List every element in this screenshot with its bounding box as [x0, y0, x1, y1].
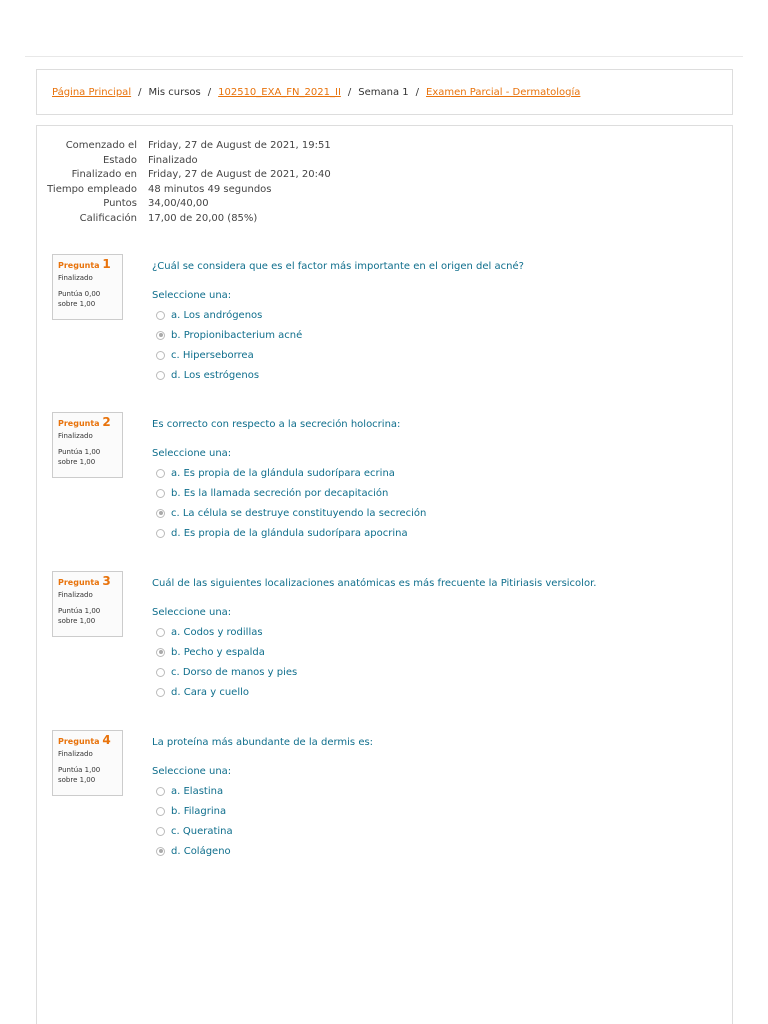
answer-label: d. Colágeno	[171, 845, 231, 857]
answer-option-d[interactable]	[156, 682, 297, 702]
question-info-box	[52, 254, 123, 320]
answer-label: d. Los estrógenos	[171, 369, 260, 381]
radio-button[interactable]	[156, 688, 165, 697]
radio-button-selected[interactable]	[156, 847, 165, 856]
breadcrumb-my-courses[interactable]: Mis cursos	[148, 86, 201, 98]
answer-option-a[interactable]	[156, 463, 426, 483]
answer-option-b[interactable]	[156, 801, 233, 821]
question-label: Pregunta	[58, 737, 100, 746]
question-mark: Puntúa 1,00 sobre 1,00	[58, 766, 101, 784]
question-mark: Puntúa 1,00 sobre 1,00	[58, 448, 101, 466]
answer-option-c[interactable]	[156, 821, 233, 841]
answer-option-a[interactable]	[156, 305, 302, 325]
answer-label: a. Codos y rodillas	[171, 626, 263, 638]
summary-row-grade	[37, 212, 388, 227]
answer-option-b[interactable]	[156, 642, 297, 662]
answer-option-a[interactable]	[156, 781, 233, 801]
answer-label: a. Los andrógenos	[171, 309, 263, 321]
answer-option-c[interactable]	[156, 503, 426, 523]
answer-option-d[interactable]	[156, 365, 302, 385]
breadcrumb-separator: /	[207, 86, 212, 98]
question-text: Cuál de las siguientes localizaciones anatómicas es más frecuente la Pitiriasis versicolor.	[152, 578, 597, 589]
top-divider	[25, 56, 743, 57]
radio-button[interactable]	[156, 668, 165, 677]
question-number-value: 3	[102, 574, 111, 588]
breadcrumb-separator: /	[347, 86, 352, 98]
answer-option-b[interactable]	[156, 483, 426, 503]
answer-options	[156, 305, 302, 385]
answer-label: d. Cara y cuello	[171, 686, 249, 698]
summary-value: Finalizado	[148, 154, 198, 166]
answer-label: c. Queratina	[171, 825, 233, 837]
summary-label: Estado	[102, 154, 137, 166]
question-text: ¿Cuál se considera que es el factor más importante en el origen del acné?	[152, 261, 524, 272]
answer-option-c[interactable]	[156, 345, 302, 365]
summary-value: Friday, 27 de August de 2021, 19:51	[148, 140, 331, 151]
question-number	[58, 576, 117, 588]
breadcrumb-home-link[interactable]: Página Principal	[52, 86, 132, 98]
answer-label: c. Hiperseborrea	[171, 349, 254, 361]
answer-label: a. Es propia de la glándula sudorípara ecrina	[171, 467, 395, 479]
breadcrumb	[36, 69, 733, 115]
radio-button[interactable]	[156, 628, 165, 637]
summary-label: Tiempo empleado	[47, 183, 137, 195]
summary-label: Comenzado el	[65, 140, 137, 151]
question-number-value: 4	[102, 733, 111, 747]
radio-button[interactable]	[156, 827, 165, 836]
radio-button[interactable]	[156, 489, 165, 498]
summary-value: 48 minutos 49 segundos	[148, 183, 272, 195]
answer-label: c. Dorso de manos y pies	[171, 666, 298, 678]
radio-button[interactable]	[156, 529, 165, 538]
question-mark: Puntúa 1,00 sobre 1,00	[58, 607, 101, 625]
question-text: La proteína más abundante de la dermis es:	[152, 737, 374, 748]
question-number	[58, 417, 117, 429]
answer-prompt: Seleccione una:	[152, 607, 232, 618]
radio-button-selected[interactable]	[156, 648, 165, 657]
answer-prompt: Seleccione una:	[152, 448, 232, 459]
breadcrumb-course-link[interactable]: 102510_EXA_FN_2021_II	[218, 86, 341, 98]
answer-option-a[interactable]	[156, 622, 297, 642]
breadcrumb-section[interactable]: Semana 1	[358, 86, 409, 98]
answer-prompt: Seleccione una:	[152, 766, 232, 777]
radio-button[interactable]	[156, 311, 165, 320]
summary-value: 17,00 de 20,00 (85%)	[148, 212, 258, 224]
answer-label: b. Filagrina	[171, 805, 227, 817]
summary-label: Finalizado en	[71, 169, 137, 180]
question-mark: Puntúa 0,00 sobre 1,00	[58, 290, 101, 308]
summary-row-points	[37, 197, 388, 212]
answer-prompt: Seleccione una:	[152, 290, 232, 301]
question-state: Finalizado	[58, 432, 93, 440]
summary-row-state	[37, 154, 388, 169]
question-number	[58, 735, 117, 747]
question-number-value: 1	[102, 257, 111, 271]
question-state: Finalizado	[58, 274, 93, 282]
question-info-box	[52, 571, 123, 637]
question-state: Finalizado	[58, 591, 93, 599]
radio-button[interactable]	[156, 807, 165, 816]
question-state: Finalizado	[58, 750, 93, 758]
summary-row-time-taken	[37, 183, 388, 198]
answer-option-d[interactable]	[156, 523, 426, 543]
summary-label: Calificación	[79, 212, 137, 224]
question-number	[58, 259, 117, 271]
question-text: Es correcto con respecto a la secreción holocrina:	[152, 419, 401, 430]
quiz-review-panel	[36, 125, 733, 1024]
radio-button[interactable]	[156, 469, 165, 478]
answer-label: b. Es la llamada secreción por decapitación	[171, 487, 389, 499]
answer-options	[156, 781, 233, 861]
question-label: Pregunta	[58, 578, 100, 587]
question-label: Pregunta	[58, 261, 100, 270]
answer-label: d. Es propia de la glándula sudorípara apocrina	[171, 527, 408, 539]
answer-options	[156, 463, 426, 543]
question-label: Pregunta	[58, 419, 100, 428]
question-info-box	[52, 730, 123, 796]
answer-option-b[interactable]	[156, 325, 302, 345]
answer-label: b. Pecho y espalda	[171, 646, 265, 658]
radio-button[interactable]	[156, 787, 165, 796]
breadcrumb-separator: /	[415, 86, 420, 98]
radio-button[interactable]	[156, 371, 165, 380]
radio-button-selected[interactable]	[156, 509, 165, 518]
question-info-box	[52, 412, 123, 478]
summary-row-finished	[37, 168, 388, 183]
answer-label: b. Propionibacterium acné	[171, 329, 303, 341]
breadcrumb-quiz-link[interactable]: Examen Parcial - Dermatología	[426, 86, 581, 98]
answer-label: c. La célula se destruye constituyendo la secreción	[171, 507, 427, 519]
radio-button-selected[interactable]	[156, 331, 165, 340]
breadcrumb-separator: /	[138, 86, 142, 98]
summary-value: Friday, 27 de August de 2021, 20:40	[148, 169, 331, 180]
summary-value: 34,00/40,00	[148, 198, 209, 209]
answer-option-d[interactable]	[156, 841, 233, 861]
question-number-value: 2	[102, 415, 111, 429]
answer-option-c[interactable]	[156, 662, 297, 682]
summary-label: Puntos	[103, 198, 137, 209]
radio-button[interactable]	[156, 351, 165, 360]
summary-row-started	[37, 139, 388, 154]
attempt-summary-table	[37, 139, 388, 226]
answer-options	[156, 622, 297, 702]
answer-label: a. Elastina	[171, 785, 224, 797]
